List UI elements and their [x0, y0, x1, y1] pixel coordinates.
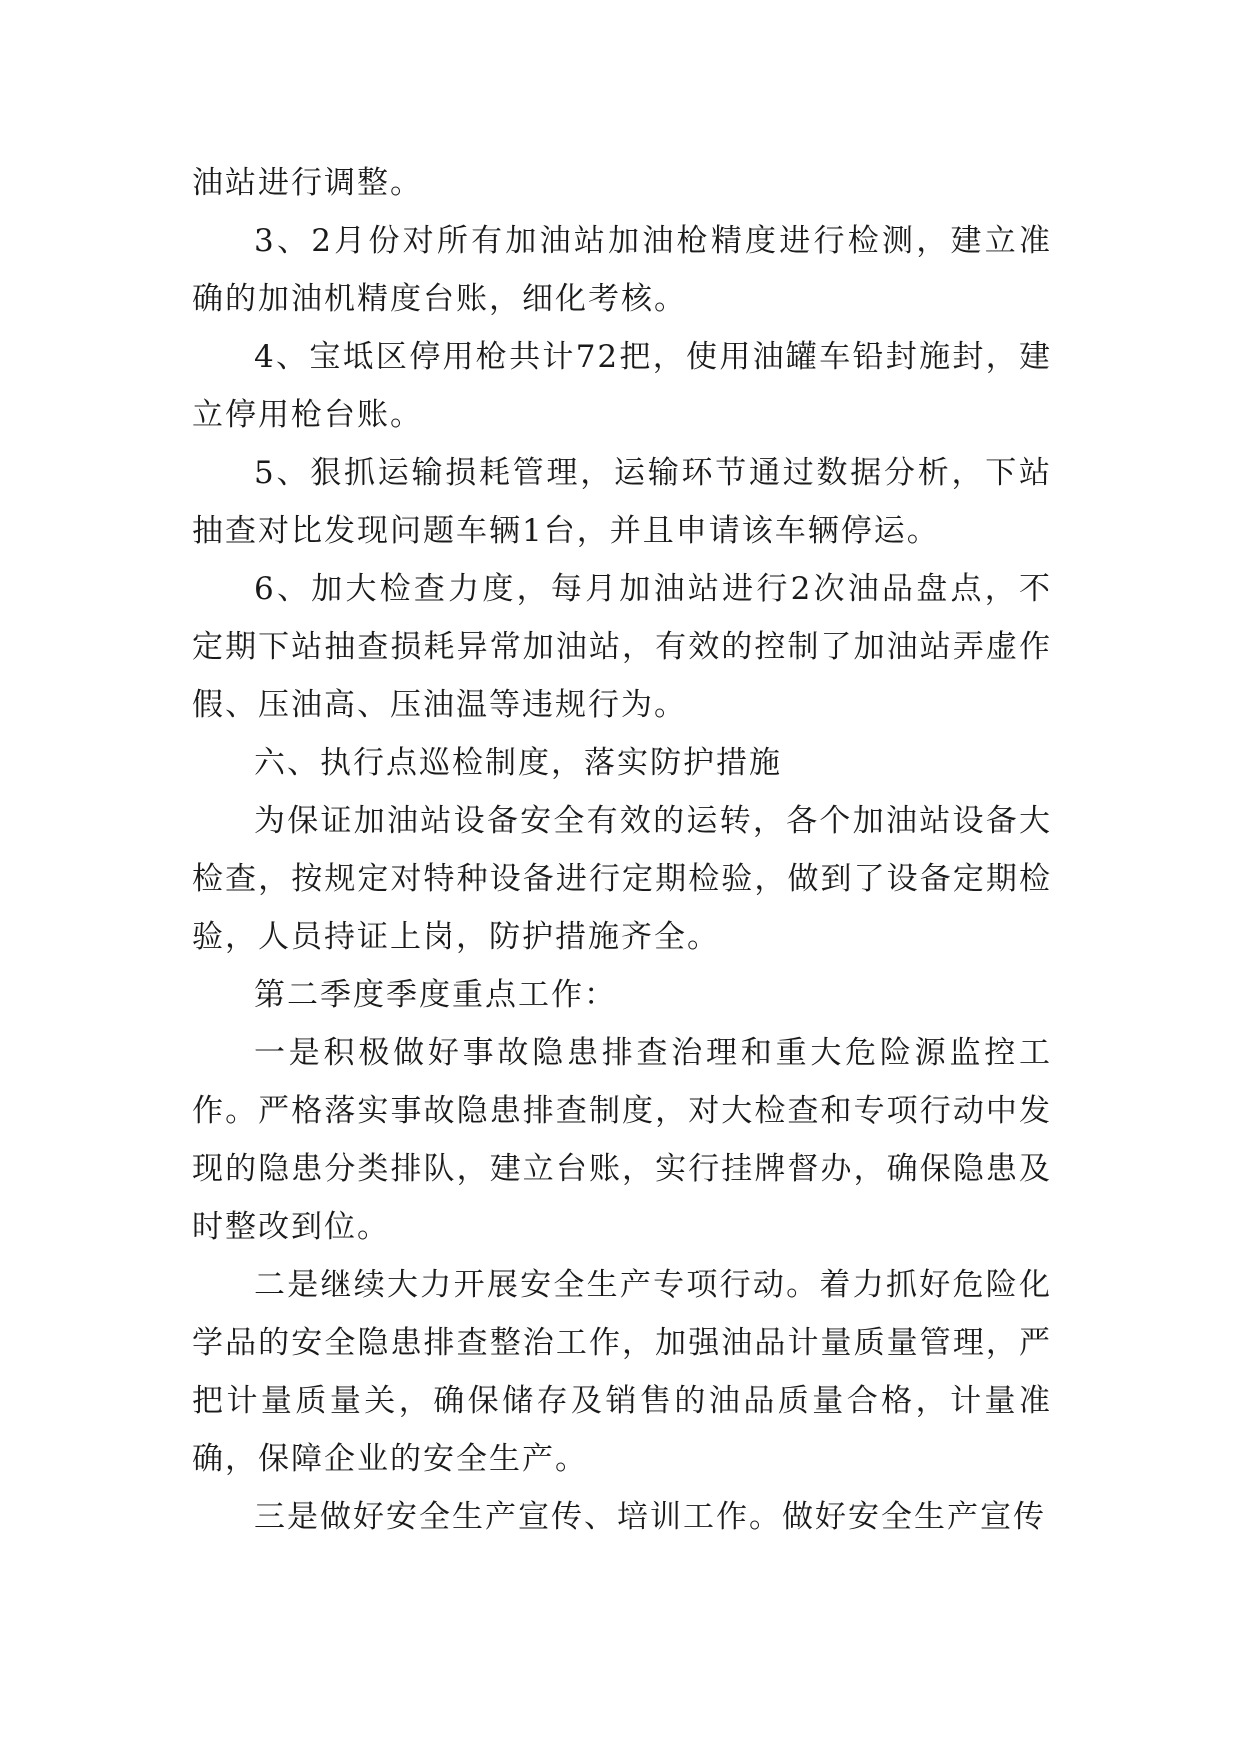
document-body [192, 154, 1052, 1546]
paragraph-equipment: 为保证加油站设备安全有效的运转，各个加油站设备大检查，按规定对特种设备进行定期检验，做到了设备定期检验，人员持证上岗，防护措施齐全。 [192, 803, 1052, 955]
section-heading-q2: 第二季度季度重点工作： [254, 977, 617, 1013]
paragraph-item-5: 5、狠抓运输损耗管理，运输环节通过数据分析，下站抽查对比发现问题车辆1台，并且申请该车辆停运。 [192, 455, 1052, 549]
paragraph-item-3: 3、2月份对所有加油站加油枪精度进行检测，建立准确的加油机精度台账，细化考核。 [192, 223, 1052, 317]
paragraph-point-one: 一是积极做好事故隐患排查治理和重大危险源监控工作。严格落实事故隐患排查制度，对大检查和专项行动中发现的隐患分类排队，建立台账，实行挂牌督办，确保隐患及时整改到位。 [192, 1035, 1052, 1245]
paragraph-item-4: 4、宝坻区停用枪共计72把，使用油罐车铅封施封，建立停用枪台账。 [192, 339, 1052, 433]
paragraph-item-6: 6、加大检查力度，每月加油站进行2次油品盘点，不定期下站抽查损耗异常加油站，有效的控制了加油站弄虚作假、压油高、压油温等违规行为。 [192, 571, 1052, 723]
paragraph-point-three: 三是做好安全生产宣传、培训工作。做好安全生产宣传 [254, 1499, 1046, 1535]
paragraph-continuation: 油站进行调整。 [192, 165, 423, 201]
section-heading-six: 六、执行点巡检制度，落实防护措施 [254, 745, 782, 781]
paragraph-point-two: 二是继续大力开展安全生产专项行动。着力抓好危险化学品的安全隐患排查整治工作，加强油品计量质量管理，严把计量质量关，确保储存及销售的油品质量合格，计量准确，保障企业的安全生产。 [192, 1267, 1052, 1477]
